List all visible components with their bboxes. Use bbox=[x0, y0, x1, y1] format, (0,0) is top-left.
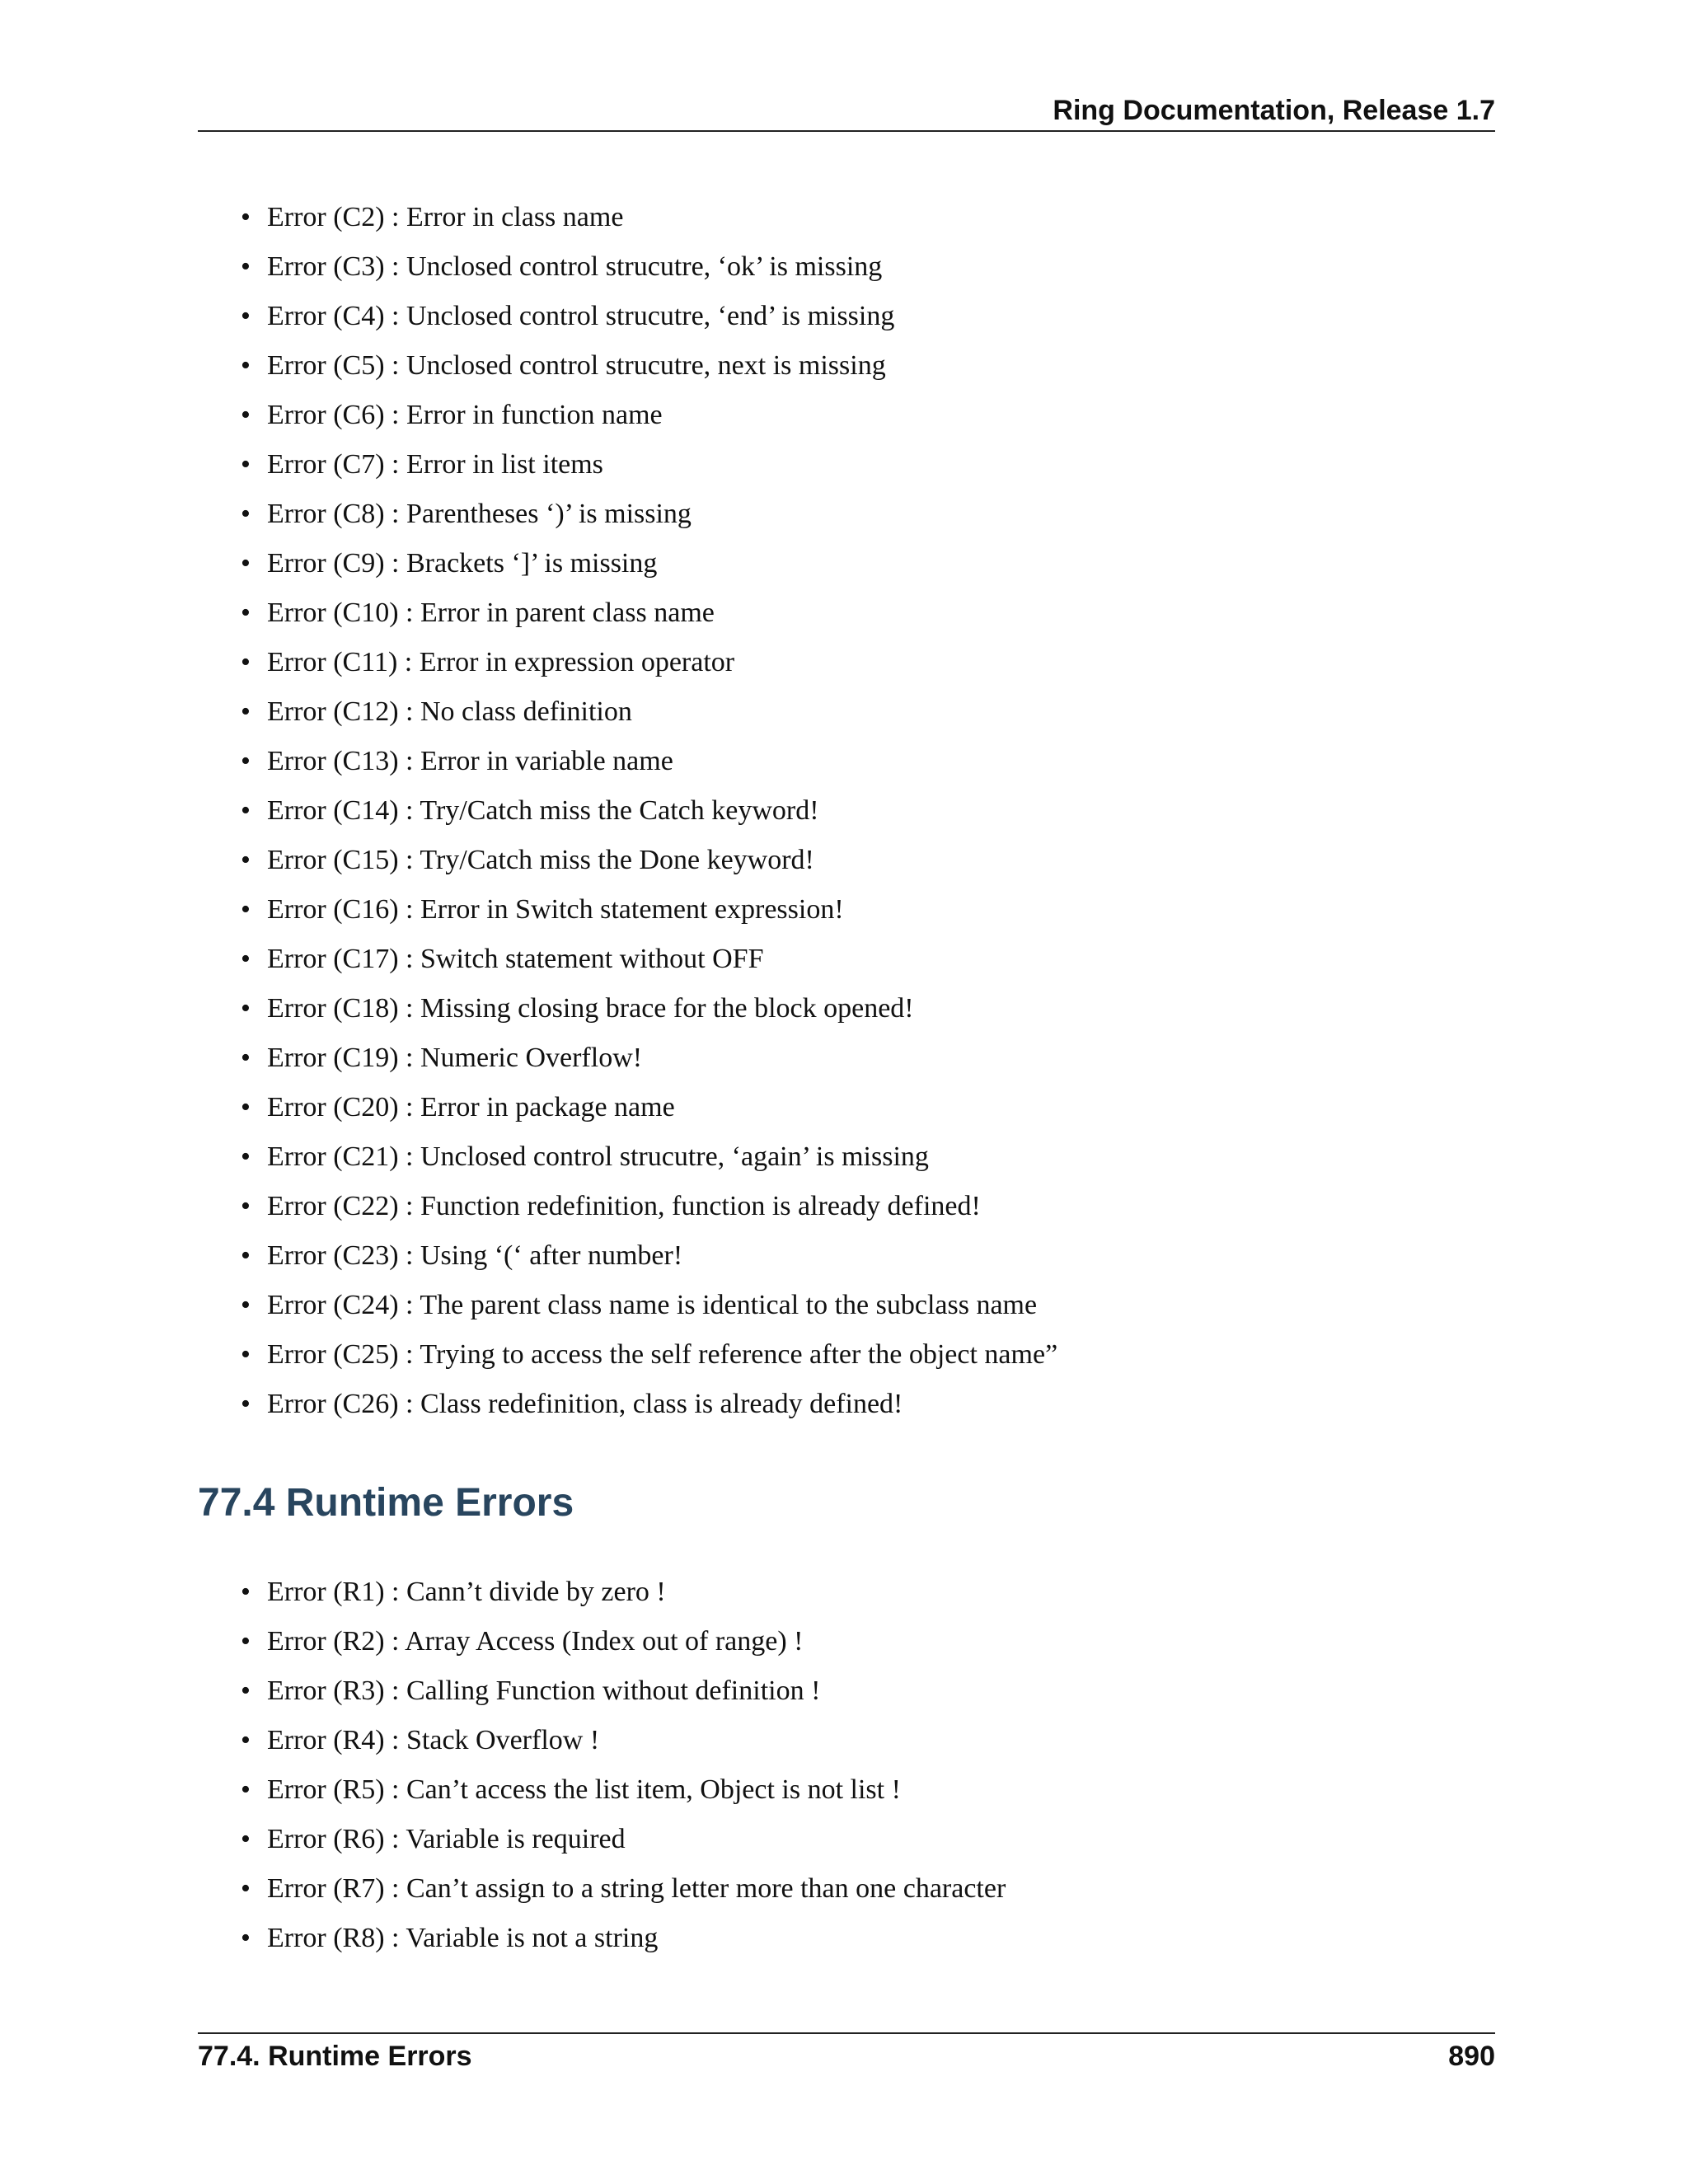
list-item-text: Error (R1) : Cann’t divide by zero ! bbox=[267, 1577, 666, 1607]
bullet-icon: • bbox=[241, 1141, 251, 1172]
list-item-text: Error (R5) : Can’t access the list item, Object is not list ! bbox=[267, 1774, 901, 1805]
bullet-icon: • bbox=[241, 795, 251, 826]
page-footer bbox=[198, 2032, 1495, 2072]
list-item bbox=[239, 1620, 1006, 1670]
list-item bbox=[239, 295, 1057, 344]
list-item-text: Error (C5) : Unclosed control strucutre, next is missing bbox=[267, 350, 886, 381]
list-item bbox=[239, 344, 1057, 394]
list-item bbox=[239, 246, 1057, 295]
bullet-icon: • bbox=[241, 400, 251, 430]
list-item bbox=[239, 790, 1057, 839]
list-item-text: Error (C22) : Function redefinition, function is already defined! bbox=[267, 1191, 981, 1221]
list-item-text: Error (R8) : Variable is not a string bbox=[267, 1923, 659, 1953]
list-item bbox=[239, 691, 1057, 740]
list-item bbox=[239, 196, 1057, 246]
list-item bbox=[239, 394, 1057, 443]
header-title: Ring Documentation, Release 1.7 bbox=[1053, 95, 1495, 126]
bullet-icon: • bbox=[241, 1240, 251, 1271]
runtime-errors-list bbox=[239, 1571, 1006, 1966]
bullet-icon: • bbox=[241, 350, 251, 381]
footer-page-number: 890 bbox=[1448, 2041, 1495, 2072]
list-item bbox=[239, 1719, 1006, 1769]
bullet-icon: • bbox=[241, 1290, 251, 1320]
list-item bbox=[239, 888, 1057, 938]
list-item bbox=[239, 1333, 1057, 1383]
list-item bbox=[239, 1383, 1057, 1432]
list-item bbox=[239, 1917, 1006, 1966]
bullet-icon: • bbox=[241, 1339, 251, 1370]
list-item-text: Error (C8) : Parentheses ‘)’ is missing bbox=[267, 499, 692, 529]
list-item bbox=[239, 1571, 1006, 1620]
list-item bbox=[239, 1185, 1057, 1235]
list-item-text: Error (C26) : Class redefinition, class is already defined! bbox=[267, 1389, 903, 1419]
list-item-text: Error (R4) : Stack Overflow ! bbox=[267, 1725, 600, 1755]
list-item-text: Error (C24) : The parent class name is identical to the subclass name bbox=[267, 1290, 1038, 1320]
list-item bbox=[239, 1235, 1057, 1284]
list-item-text: Error (C15) : Try/Catch miss the Done keyword! bbox=[267, 845, 814, 875]
bullet-icon: • bbox=[241, 301, 251, 331]
list-item bbox=[239, 938, 1057, 987]
list-item bbox=[239, 1818, 1006, 1868]
bullet-icon: • bbox=[241, 1774, 251, 1805]
list-item-text: Error (C9) : Brackets ‘]’ is missing bbox=[267, 548, 658, 579]
list-item bbox=[239, 1670, 1006, 1719]
list-item bbox=[239, 987, 1057, 1037]
list-item bbox=[239, 592, 1057, 641]
bullet-icon: • bbox=[241, 1092, 251, 1122]
list-item-text: Error (C18) : Missing closing brace for the block opened! bbox=[267, 993, 914, 1024]
list-item bbox=[239, 839, 1057, 888]
section-heading: 77.4 Runtime Errors bbox=[198, 1481, 574, 1525]
bullet-icon: • bbox=[241, 499, 251, 529]
bullet-icon: • bbox=[241, 1389, 251, 1419]
bullet-icon: • bbox=[241, 1873, 251, 1904]
list-item bbox=[239, 443, 1057, 493]
compile-errors-list bbox=[239, 196, 1057, 1432]
list-item-text: Error (C16) : Error in Switch statement expression! bbox=[267, 894, 844, 925]
bullet-icon: • bbox=[241, 944, 251, 974]
list-item-text: Error (C2) : Error in class name bbox=[267, 202, 624, 232]
bullet-icon: • bbox=[241, 647, 251, 677]
list-item bbox=[239, 542, 1057, 592]
list-item-text: Error (C6) : Error in function name bbox=[267, 400, 663, 430]
list-item-text: Error (C23) : Using ‘(‘ after number! bbox=[267, 1240, 683, 1271]
list-item bbox=[239, 1136, 1057, 1185]
list-item-text: Error (C25) : Trying to access the self reference after the object name” bbox=[267, 1339, 1058, 1370]
bullet-icon: • bbox=[241, 598, 251, 628]
list-item bbox=[239, 740, 1057, 790]
bullet-icon: • bbox=[241, 1191, 251, 1221]
bullet-icon: • bbox=[241, 845, 251, 875]
list-item-text: Error (C3) : Unclosed control strucutre, ‘ok’ is missing bbox=[267, 251, 883, 282]
page-header bbox=[198, 89, 1495, 132]
bullet-icon: • bbox=[241, 993, 251, 1024]
bullet-icon: • bbox=[241, 1626, 251, 1657]
list-item-text: Error (R3) : Calling Function without definition ! bbox=[267, 1675, 821, 1706]
list-item bbox=[239, 1868, 1006, 1917]
list-item-text: Error (C12) : No class definition bbox=[267, 696, 632, 727]
list-item-text: Error (C19) : Numeric Overflow! bbox=[267, 1043, 643, 1073]
bullet-icon: • bbox=[241, 251, 251, 282]
list-item-text: Error (C20) : Error in package name bbox=[267, 1092, 675, 1122]
bullet-icon: • bbox=[241, 696, 251, 727]
list-item bbox=[239, 1769, 1006, 1818]
list-item-text: Error (R7) : Can’t assign to a string letter more than one character bbox=[267, 1873, 1006, 1904]
bullet-icon: • bbox=[241, 449, 251, 480]
bullet-icon: • bbox=[241, 1675, 251, 1706]
list-item bbox=[239, 493, 1057, 542]
bullet-icon: • bbox=[241, 1923, 251, 1953]
bullet-icon: • bbox=[241, 548, 251, 579]
bullet-icon: • bbox=[241, 894, 251, 925]
list-item bbox=[239, 1284, 1057, 1333]
list-item-text: Error (C11) : Error in expression operator bbox=[267, 647, 735, 677]
list-item-text: Error (R2) : Array Access (Index out of range) ! bbox=[267, 1626, 804, 1657]
list-item bbox=[239, 1037, 1057, 1086]
bullet-icon: • bbox=[241, 1577, 251, 1607]
footer-section-label: 77.4. Runtime Errors bbox=[198, 2041, 472, 2072]
list-item-text: Error (C21) : Unclosed control strucutre, ‘again’ is missing bbox=[267, 1141, 929, 1172]
list-item-text: Error (C13) : Error in variable name bbox=[267, 746, 673, 776]
list-item-text: Error (C7) : Error in list items bbox=[267, 449, 603, 480]
bullet-icon: • bbox=[241, 1824, 251, 1854]
bullet-icon: • bbox=[241, 202, 251, 232]
list-item bbox=[239, 1086, 1057, 1136]
bullet-icon: • bbox=[241, 1043, 251, 1073]
bullet-icon: • bbox=[241, 746, 251, 776]
list-item-text: Error (C14) : Try/Catch miss the Catch keyword! bbox=[267, 795, 819, 826]
list-item-text: Error (R6) : Variable is required bbox=[267, 1824, 626, 1854]
bullet-icon: • bbox=[241, 1725, 251, 1755]
list-item bbox=[239, 641, 1057, 691]
list-item-text: Error (C4) : Unclosed control strucutre, ‘end’ is missing bbox=[267, 301, 895, 331]
list-item-text: Error (C17) : Switch statement without OFF bbox=[267, 944, 764, 974]
list-item-text: Error (C10) : Error in parent class name bbox=[267, 598, 715, 628]
